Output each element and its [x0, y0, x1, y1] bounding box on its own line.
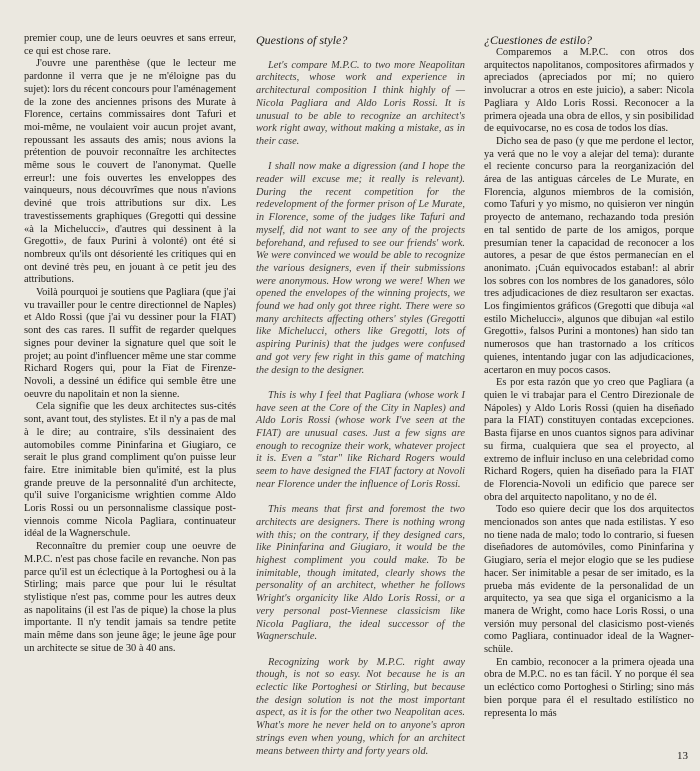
page-number: 13	[677, 750, 688, 762]
english-paragraph-2: I shall now make a digression (and I hope the reader will excuse me; it really is relevant). During the recent competition for the redevelopment of the former prison of Le Murate, in Florence, some of the judges like Tafuri and myself, did not want to see any of the projects beforehand, and refused to see our friends' work. We were convinced we would be able to recognize the various designers, even if their submissions were anonymous. How wrong we were! When we opened the envelopes of the winning projects, we found we had only got three right. There were so many architects affecting others' styles (Gregotti like Michelucci, others like Gregotti, lots of aspiring Purinis) that the judges were confused and got very few right in this game of matching the design to the designer.	[256, 161, 465, 376]
english-paragraph-4: This means that first and foremost the two architects are designers. There is nothing wrong with this; on the contrary, if they designed cars, like Pininfarina and Giugiaro, it would be the highest compliment you could make. To be inimitable, though imitated, clearly shows the personality of an architect, whether he follows Wright's organicity like Aldo Loris Rossi, or a very personal post-Viennese classicism like Nicola Pagliara, the ideal successor of the Wagnerschule.	[256, 504, 465, 643]
french-paragraph-2: J'ouvre une parenthèse (que le lecteur me pardonne il verra que je ne m'éloigne pas du sujet): lors du récent concours pour l'aménagement de la zone des anciennes prisons des Murate à Florence, certains commissaires dont Tafuri et moi-même, ne voulaient voir aucun projet avant, repoussant les assauts des amis; nous avions la prétention de pouvoir reconnaître les architectes même sous le couvert de l'anonymat. Quelle erreur!: une fois ouvertes les enveloppes des vainqueurs, nous découvrîmes que nous n'avions deviné que trois attributions sur dix. Les travestissements graphiques (Gregotti qui dessine «à la Michelucci», d'autres qui dessinent à la Gregotti», de faux Purini à volonté) ont été si nombreux qu'ils ont désorienté les critiques qui en ont deviné très peu, en jouant à ce petit jeu des attributions.	[24, 58, 236, 286]
spanish-paragraph-5: En cambio, reconocer a la primera ojeada una obra de M.P.C. no es tan fácil. Y no porque él sea un ecléctico como Portoghesi o Stirling; sino más bien porque para él el resultado estilístico no representa lo más	[484, 656, 694, 719]
spanish-heading: ¿Cuestiones de estilo?	[484, 33, 592, 47]
french-paragraph-1: premier coup, une de leurs oeuvres et sans erreur, ce qui est chose rare.	[24, 33, 236, 57]
spanish-paragraph-1: Comparemos a M.P.C. con otros dos arquitectos napolitanos, compositores afirmados y apreciados (apreciados por mí; no quiero involucrar a otros en este juicio), a saber: Nicola Pagliara y Aldo Loris Rossi. Reconocer a la primera ojeada una obra de ellos, y sin posibilidad de equivocarse, no es cosa de todos los días.	[484, 47, 694, 135]
spanish-paragraph-4: Todo eso quiere decir que los dos arquitectos mencionados son antes que nada estilistas. Y eso no tiene nada de malo; todo lo contrario, si fuesen diseñadores de automóviles, como Pininfarina y Giugiaro, sería el mejor elogio que se les pudiese hacer. Ser inimitable a pesar de ser imitado, es la prueba más evidente de la personalidad de un arquitecto, ya sea que siga el organicismo a la manera de Wright, como hace Loris Rossi, o una versión muy personal del clasicismo post-vienés como Pagliara, continuador ideal de la Wagner-schüle.	[484, 504, 694, 656]
spanish-column	[484, 33, 694, 720]
spanish-paragraph-2: Dicho sea de paso (y que me perdone el lector, ya verá que no le voy a alejar del tema): durante el reciente concurso para la reorganización del área de las antiguas cárceles de Le Murate, en Florencia, algunos miembros de la comisión, como Tafuri y yo mismo, no quisieron ver ningún proyecto de antemano, rechazando toda presión en tal sentido de parte de los amigos, porque presumían tener la capacidad de reconocer a los autores, a pesar de que éstos permanecían en el anonimato. ¡Cuán equivocados estaban!: al abrir los sobres con los nombres de los ganadores, sólo tres adjudicaciones de diez resultaron ser exactas. Los fingimientos gráficos (Gregotti que dibuja «al estilo Michelucci», algunos que dibujan «al estilo Gregotti», falsos Purini a montones) han sido tan numerosos que han trastornado a los críticos quienes, intentando jugar con las adjudicaciones, acertaron en muy pocos casos.	[484, 135, 694, 376]
french-column	[24, 33, 236, 655]
french-paragraph-5: Reconnaître du premier coup une oeuvre de M.P.C. n'est pas chose facile en revanche. Non pas parce qu'il est un éclectique à la Portoghesi ou à la Stirling; mais parce que pour lui le résultat stylistique n'est pas, comme pour les autres deux as napolitains (il est l'as de pique) la chose la plus importante. Il n'y tendit jamais sa tendre petite main même dans son jeune âge; le jeune âge pour un architecte se situe de 30 à 40 ans.	[24, 541, 236, 654]
english-paragraph-1: Let's compare M.P.C. to two more Neapolitan architects, whose work and experience in architectural composition I think highly of — Nicola Pagliara and Aldo Loris Rossi. It is unusual to be able to recognize an architect's work right away, without making a mistake, as in their case.	[256, 59, 465, 147]
french-paragraph-3: Voilà pourquoi je soutiens que Pagliara (que j'ai vu travailler pour le centre directionnel de Naples) et Aldo Rossi (que j'ai vu dessiner pour la FIAT) sont des cas rares. Il suffit de regarder quelques signes pour deviner la signature quel que soit le projet; au point d'influencer même une star comme Richard Rogers qui, pour la Fiat de Firenze-Novoli, a dessiné un édifice qui semble être une oeuvre du napolitain et non la sienne.	[24, 287, 236, 400]
english-column	[256, 33, 465, 771]
spanish-paragraph-3: Es por esta razón que yo creo que Pagliara (a quien le vi trabajar para el Centro Direzionale de Nápoles) y Aldo Loris Rossi (quien ha diseñado para la FIAT) constituyen contadas excepciones. Basta fijarse en unos cuantos signos para adivinar su firma, cualquiera que sea el proyecto, al extremo de influir incluso en una celebridad como Richard Rogers, quien ha diseñado para la FIAT de Florencia-Novoli un edificio que parece ser obra del arquitecto napolitano, y no de él.	[484, 377, 694, 503]
english-paragraph-3: This is why I feel that Pagliara (whose work I have seen at the Core of the City in Naples) and Aldo Loris Rossi (whose work I've seen at the FIAT) are unusual cases. Just a few signs are enough to recognize their work, whatever project it is. Even a "star" like Richard Rogers would seem to have designed the FIAT factory at Novoli near Florence under the influence of Loris Rossi.	[256, 389, 465, 490]
english-heading: Questions of style?	[256, 33, 348, 47]
english-paragraph-5: Recognizing work by M.P.C. right away though, is not so easy. Not because he is an eclectic like Portoghesi or Stirling, but because the design solution is not the most important aspect, as it is for the other two Neapolitan aces. What's more he never held on to anyone's apron strings even when young, which for an architect means between thirty and forty years old.	[256, 656, 465, 757]
french-paragraph-4: Cela signifie que les deux architectes sus-cités sont, avant tout, des stylistes. Et il n'y a pas de mal à le dire; au contraire, s'ils dessinaient des automobiles comme Pininfarina et Giugiaro, ce serait le plus grand compliment qu'on puisse leur faire. Etre inimitable bien qu'imité, est la plus grande preuve de la personnalité d'un architecte, qu'il suive l'organicisme wrightien comme Aldo Loris Rossi ou un personnalisme classique post-viennois comme Nicola Pagliara, continuateur idéal de la Wagnerschule.	[24, 401, 236, 540]
